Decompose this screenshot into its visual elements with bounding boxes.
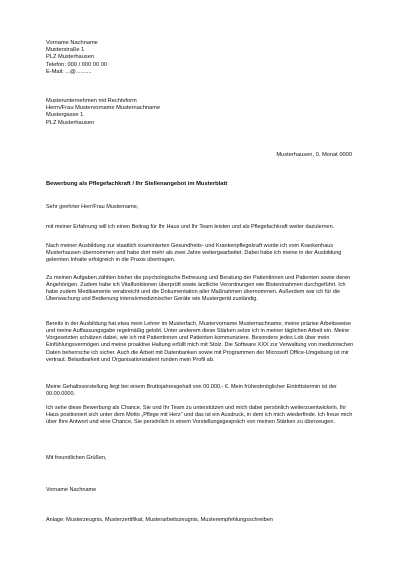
sender-phone: Telefon: 000 / 000 00 00 <box>46 61 108 68</box>
recipient-street: Mustergasse 1 <box>46 112 84 119</box>
sender-name: Vorname Nachname <box>46 40 98 46</box>
paragraph-6: Ich sehe diese Bewerbung als Chance, Sie und Ihr Team zu unterstützen und mich dabei persönlich weiterzuentwickeln. Ihr Haus positioniert sich unter dem Motto „Pflege mit Herz“ und das ist ein Ausdruck, in dem ich mich wiederfinde. Ich freue mich über Ihre Antwort und eine Chance, Sie persönlich in einem Vorstellungsgespräch von meinen Stärken zu überzeugen. <box>46 405 353 426</box>
recipient-contact: Herrn/Frau Mustervorname Musternachname <box>46 105 161 112</box>
paragraph-1: mit meiner Erfahrung will ich einen Beitrag für Ihr Haus und Ihr Team leisten und als Pflegefachkraft weiter dazulernen. <box>46 224 335 230</box>
letter-date: Musterhausen, 0. Monat 0000 <box>276 152 352 158</box>
attachments: Anlage: Musterzeugnis, Musterzertifikat, Musterarbeitszeugnis, Musterempfehlungsschreiben <box>46 517 273 523</box>
paragraph-3: Zu meinen Aufgaben zählten bisher die psychologische Betreuung und Beratung der Patientinnen und Patienten sowie deren Angehörigen. Zudem habe ich Vitalfunktionen überprüft sowie ärztliche Verordnungen wie Blutentnahmen durchgeführt. Ich habe zudem Medikamente verabreicht und die Dokumentation aller Maßnahmen übernommen. Außerdem war ich für die Überwachung und Bedienung intensivmedizinischer Geräte wie Mustergerät zuständig. <box>46 275 351 303</box>
recipient-company: Musterunternehmen mit Rechtsform <box>46 98 137 104</box>
sender-email: E-Mail: ...@.......... <box>46 68 92 75</box>
paragraph-4: Bereits in der Ausbildung hat etwa mein Lehrer im Musterfach, Mustervorname Musternachname, meine präzise Arbeitsweise und meine Auffassungsgabe regelmäßig gelobt. Unter anderem diese Stärken setze ich in meiner täglichen Arbeit ein. Meine Vorgesetzten schätzen dabei, wie ich mit Patientinnen und Patienten kommuniziere. Besonders jedes Lob über mein Einfühlungsvermögen und meine proaktive Haltung erfüllt mich mit Stolz. Die Software XXX zur Verwaltung von medizinischen Daten beherrsche ich sicher. Auch die Arbeit mit Datenbanken sowie mit Programmen der Microsoft Office-Umgebung ist mir vertraut. Belastbarkeit und Organisationstalent runden mein Profil ab. <box>46 321 354 363</box>
paragraph-2: Nach meiner Ausbildung zur staatlich examinierten Gesundheits- und Krankenpflegekraft wurde ich vom Krankenhaus Musterhausen übernommen und habe dort mehr als zwei Jahre weitergearbeitet. Dabei habe ich meine in der Ausbildung gelernten Inhalte erfolgreich in die Praxis übertragen. <box>46 243 342 264</box>
sender-street: Musterstraße 1 <box>46 47 85 54</box>
recipient-address <box>46 98 358 127</box>
paragraph-5: Meine Gehaltsvorstellung liegt bei einem Bruttojahresgehalt von 00.000,- €. Mein frühestmöglicher Eintrittstermin ist der 00.00.0000. <box>46 384 337 398</box>
letter-subject: Bewerbung als Pflegefachkraft / Ihr Stellenangebot im Musterblatt <box>46 181 228 187</box>
sender-city: PLZ Musterhausen <box>46 54 95 61</box>
closing: Mit freundlichen Grüßen, <box>46 455 107 461</box>
signature-name: Vorname Nachname <box>46 487 97 493</box>
recipient-city: PLZ Musterhausen <box>46 119 95 126</box>
salutation: Sehr geehrter Herr/Frau Mustername, <box>46 204 139 210</box>
sender-address <box>46 40 358 76</box>
